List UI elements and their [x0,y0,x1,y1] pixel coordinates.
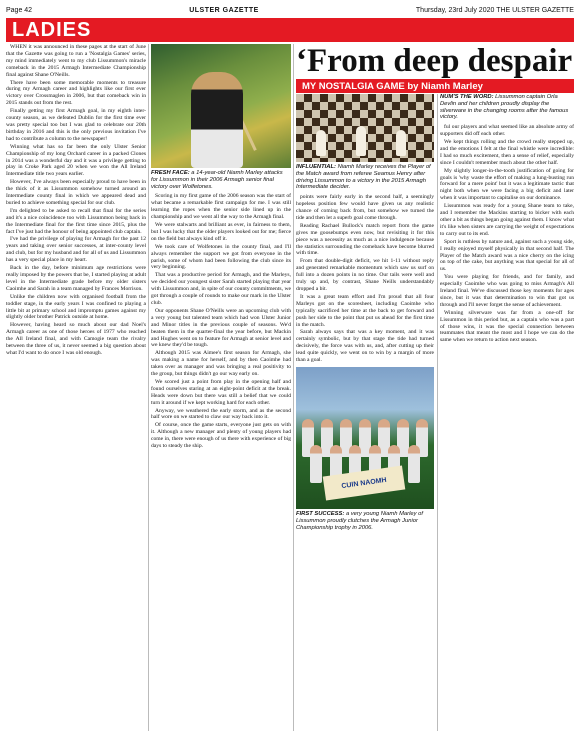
paragraph: There have been some memorable moments to treasure during my Armagh career and highlights like our first ever victory over Crossmaglen in 2006, but that comeback win in 2015 stands out from the rest. [6,79,146,107]
paragraph: However, I've always been especially proud to have been in the thick of it as Lissummon somehow turned around an Intermediate county final in which we appeared dead and buried to achieve something special for our club. [6,179,146,206]
caption-text: Niamh Marley receives the Player of the Match award from referee Seamus Henry after driving Lissummon to a victory in the 2015 Armagh Intermediate decider. [296,164,431,191]
article-c [296,194,434,364]
caption-text: a 14-year-old Niamh Marley attacks for Lissummon in their 2006 Armagh senior final victory over Wolfetones. [151,170,283,190]
paragraph: Of course, once the game starts, everyone just gets on with it. Although a new manager and plenty of young players had come in, there were enough of us there with experience of big days to steady the ship. [151,422,291,450]
paragraph: However, having heard so much about our dad Noel's Armagh career as one of those heroes of 1977 who reached the All Ireland final, and with Camogie team the rivalry between the three of us, it never seemed a big question about what I'd want to do once I was old enough. [6,322,146,356]
article-b [151,193,291,450]
paragraph: Lissummon was ready for a young Shane team to take, and I remember the Mackins starting to bicker with each other a bit as things began going against them. I know what it's like when sisters are carrying the weight of expectations to carry out to its end. [440,203,574,237]
page-header [6,4,574,16]
paragraph: My slightly longer-in-the-tooth justification of going for goals is 'why waste the effort of making a lung-busting run forward for a mere point' but it was a legitimate tactic that night both when we were facing a big deficit and later when it was important to capitalise on our dominance. [440,167,574,202]
caption-lead: FIRST SUCCESS: [296,510,345,517]
column-a [6,44,146,731]
player-action-photo [151,44,291,168]
figure-shape [396,130,406,156]
paragraph: It was a great team effort and I'm proud that all four Marleys got on the scoresheet, including Caoimhe who typically sacrificed her time at the back to get forward and push her side to the point that put us ahead for the first time in the match. [296,293,434,328]
date-line: Thursday, 23rd July 2020 THE ULSTER GAZETTE [415,6,574,14]
feature-headline: ‘From deep despair [296,43,573,79]
paragraph: From that double-digit deficit, we hit 1-11 without reply and generated remarkable momentum which saw us surf on full into a dozen points in no time. Our tails were well and truly up and, by contrast, Shane Neills understandably dropped a bit. [296,258,434,292]
paragraph: Sport is ruthless by nature and, against such a young side, I really enjoyed myself physically in that second half. The Player of the Match award was a nice cherry on the icing on top of the cake, but anything was that special for all of us. [440,238,574,273]
photo-caption [296,511,434,531]
paragraph: I'm delighted to be asked to recall that final for the series and it's a nice coincidence too with Lissummon being back in the Intermediate final for the first time since 2015, plus the fact I've just had the honour of being appointed club captain. [6,207,146,235]
paragraph: Winning what has so far been the only Ulster Senior Championship of my long Orchard career in a packed Clones in 2014 was a wonderful day and it was a privilege getting to play in Croke Park aged 20 when we won the All Ireland Intermediate title two years earlier. [6,143,146,178]
paragraph: We took care of Wolfetones in the county final, and I'll always remember the support we got from everyone in the parish, some of whom had been following the club since its very beginning. [151,243,291,271]
caption-lead: FRESH FACE: [151,170,190,176]
paragraph: Finally getting my first Armagh goal, in my eighth inter-county season, as we defeated Dublin for the first time ever was pretty special too but I was glad to celebrate our 20th birthday in 2016 and this is the only previous invitation I've had to contribute a column to the newspaper! [6,108,146,142]
section-title: LADIES [12,18,92,41]
paragraph: You were playing for friends, and for family, and especially Caoimhe who was going to miss Armagh's All Ireland final. We've discussed those key moments for ages since, but it was that determination to win that got us through and I'll never forget the sense of achievement. [440,274,574,308]
paragraph: Sarah always says that was a key moment, and it was certainly symbolic, but by that stage the tide had turned decisively, the force was with us, and, after cutting up their lead quite quickly, we went on to win by a margin of more than a goal. [296,329,434,364]
photo-caption [296,164,434,191]
figure-shape [316,130,326,156]
page-number: Page 42 [6,6,33,14]
caption-lead: NUM'S THE WORD: [440,94,494,100]
section-banner [6,18,574,42]
paragraph: Back in the day, before minimum age restrictions were really imposed by the powers that be, I started playing at adult level in the Intermediate grade before my older sisters Caoimhe and Sarah in a team managed by Frances Morrison. [6,265,146,292]
paragraph: Reading Rachael Bullock's match report from the game gives me goosebumps even now, but revisiting it for this piece was a necessity as much as a nice indulgence because the statistics surrounding the comeback have become blurred with time. [296,222,434,257]
paragraph: Although 2015 was Aimee's first season for Armagh, she was making a name for herself, and by then Caoimhe had taken over as manager and was bringing a real positivity to the group, but things didn't go our way early on. [151,350,291,378]
feature-banner [296,79,574,93]
team-photo [296,367,434,509]
photo-caption [440,94,574,121]
paragraph: Scoring in my first game of the 2006 season was the start of what became a remarkable first campaign for me. I was still learning the ropes when the senior side lined up in the championship and we went all the way to the Armagh final. [151,193,291,221]
article-a [6,44,146,357]
caption-lead: INFLUENTIAL: [296,164,336,170]
paragraph: points were fairly early in the second half, a seemingly hopeless position few would have given us any realistic chance of coming back from, but somehow we turned the tide and then let a superb goal come through. [296,194,434,221]
photo-caption [151,170,291,190]
feature-banner-text: MY NOSTALGIA GAME by Niamh Marley [302,80,483,92]
paragraph: Unlike the children now with organised football from the toddler stage, in the early years I was confined to playing a little bit at primary school and impromptu games against my slightly older brother Patrick outside at home. [6,293,146,321]
figure-shape [356,126,366,156]
paragraph: We kept things rolling and the crowd really stepped up, and the emotions I felt at the final whistle were incredible: I had so much excitement, then a sense of relief, especially since I couldn't remember much about the other half. [440,139,574,166]
paragraph: Our opponents Shane O'Neills were an upcoming club with a very young but talented team which had won Ulster Junior and Minor titles in the previous couple of seasons. We'd beaten them in the quarter-final the year before, but Mackin and Hughes went on to feature for Armagh at senior level and we knew they'd be tough. [151,307,291,349]
award-photo [296,94,434,162]
paragraph: That was a productive period for Armagh, and the Marleys, we decided our youngest sister Sarah started playing that year with Lissummon and, in spite of our county commitments, we got through a couple of rounds to make our mark in the Ulster club. [151,272,291,306]
paragraph: WHEN it was announced in these pages at the start of June that the Gazette was going to run a 'Nostalgia Games' series, my mind immediately went to my club Lissummon's miracle comeback in the 2015 Armagh Intermediate Championship final against Shane O'Neills. [6,44,146,78]
article-d [440,124,574,344]
paragraph: ful our players and what seemed like an absolute army of supporters did off each other. [440,124,574,138]
paragraph: I've had the privilege of playing for Armagh for the past 12 years and taking over senior successes, at inter-county level and club, but for my husband and for all of us and Lissummon has a very special place in my heart. [6,236,146,264]
feature-zone [296,44,574,731]
column-d [440,94,574,731]
feature-columns [296,94,574,731]
caption-text: Lissummon captain Orla Devlin and her children proudly display the silverware in the changing rooms after the famous victory. [440,94,569,121]
column-rule [437,94,438,731]
paragraph: We scored just a point from play in the opening half and found ourselves staring at an eight-point deficit at the break. Heads were down but there was still a belief that we could turn it around if we kept working hard for each other. [151,378,291,406]
paragraph: We were stalwarts and brilliant as ever, in fairness to them, but I was lucky that the older players looked out for me; fierce on the field but always kind off it. [151,222,291,242]
paragraph: Anyway, we weathered the early storm, and as the second half wore on we started to claw our way back into it. [151,407,291,421]
caption-text: a very young Niamh Marley of Lissummon proudly clutches the Armagh Junior Championship trophy in 2006. [296,510,423,531]
column-c [296,94,434,731]
column-b [151,44,291,731]
club-banner: CUIN NAOMH [323,465,406,500]
column-rule [293,44,294,731]
paper-name: ULSTER GAZETTE [189,6,259,14]
content-area [6,44,574,731]
column-rule [148,44,149,731]
paragraph: Winning silverware was far from a one-off for Lissummon in this period but, as a captain who was a part of those wins, it was the special connection between teammates that meant the most and I hope we can do the same when we return to action next season. [440,309,574,344]
player-figure [191,72,243,168]
